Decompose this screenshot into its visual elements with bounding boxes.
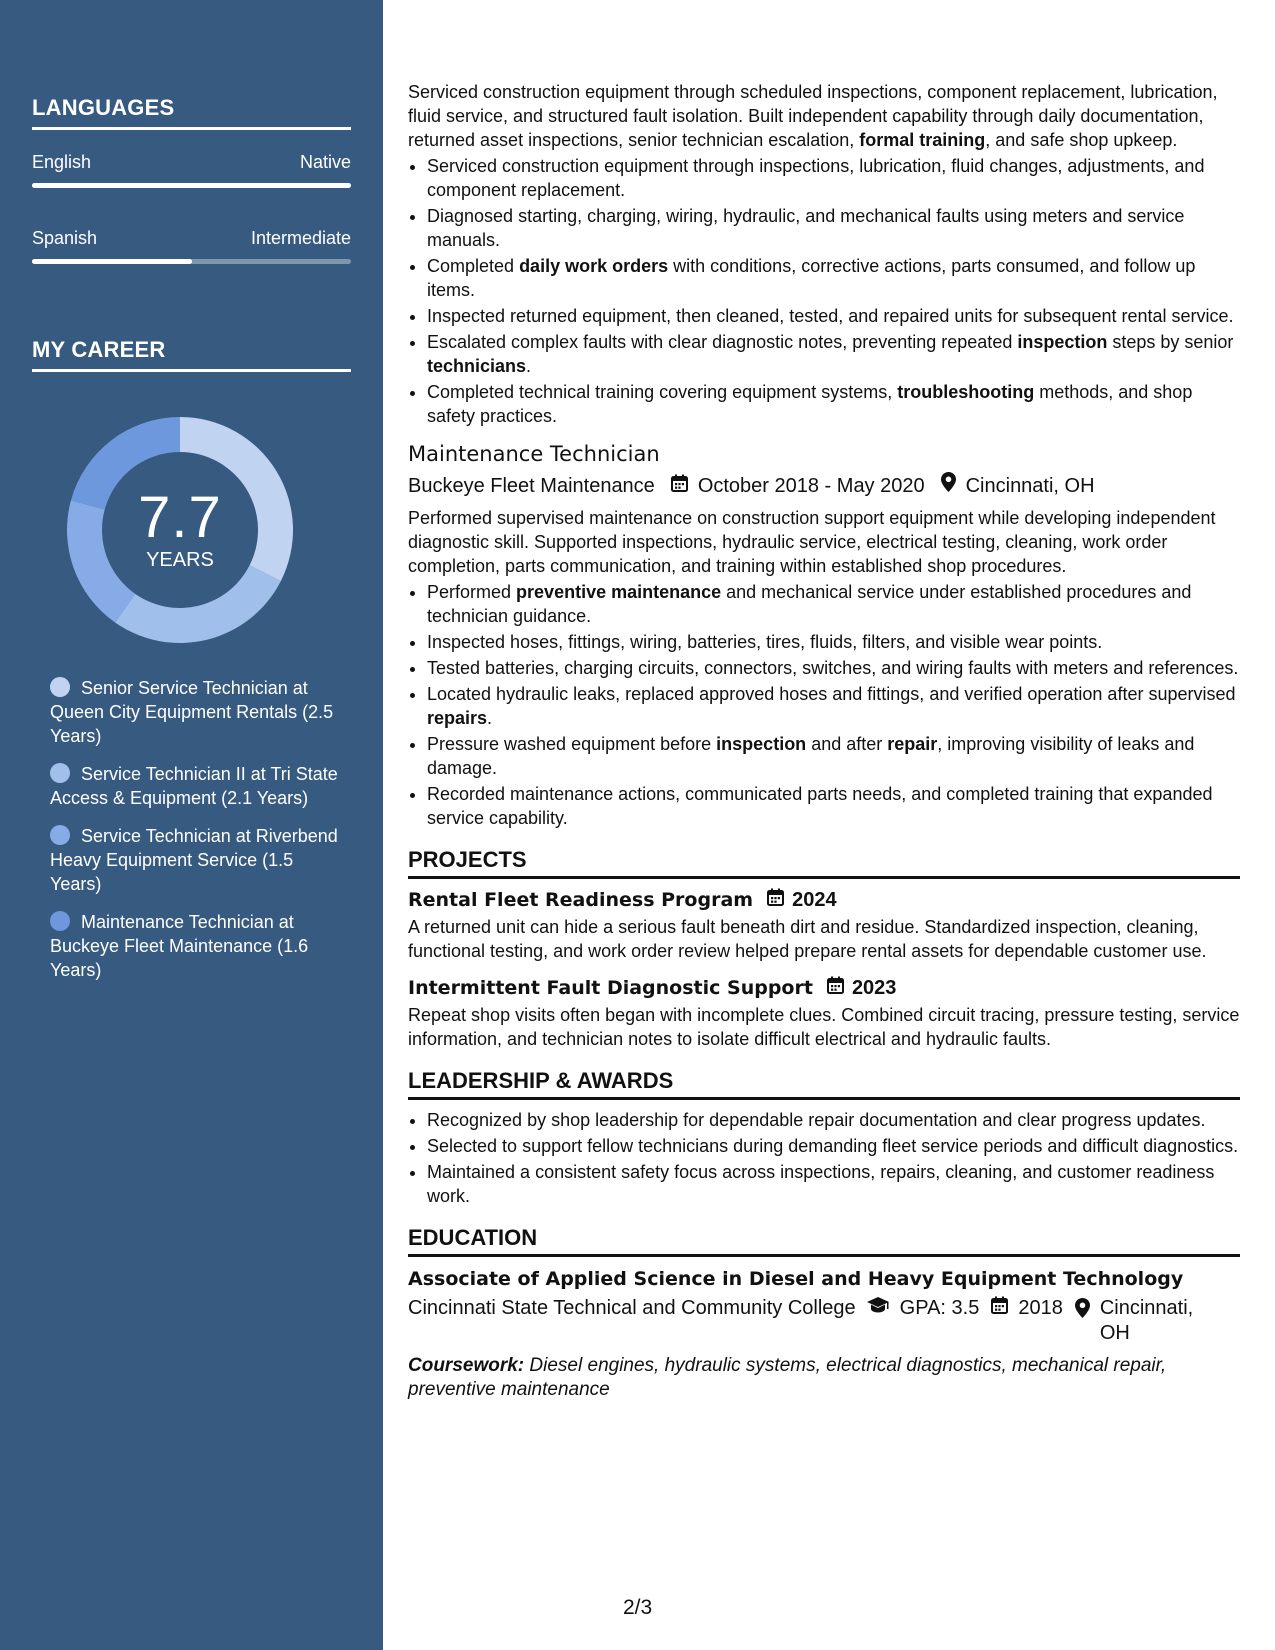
project-year: 2024: [792, 889, 837, 911]
bullet-item: [427, 656, 1240, 680]
text-segment: and mechanical service under established procedures and technician guidance.: [427, 582, 1192, 626]
career-item-label: Service Technician at Riverbend Heavy Equipment Service (1.5 Years): [50, 826, 338, 894]
job2-title: Maintenance Technician: [408, 442, 660, 466]
project-name: Rental Fleet Readiness Program: [408, 889, 754, 911]
text-segment: Tested batteries, charging circuits, connectors, switches, and wiring faults with meters and references.: [427, 658, 1239, 678]
language-bar-fill: [32, 259, 192, 264]
bullet-item: [427, 204, 1240, 252]
career-item: [50, 824, 340, 896]
text-segment: , and safe shop upkeep.: [985, 130, 1178, 150]
projects-title: PROJECTS: [408, 848, 1240, 879]
bullet-item: [427, 330, 1240, 378]
job2-summary: [408, 506, 1240, 578]
bold-keyword: inspection: [716, 734, 807, 754]
leadership-bullets: [408, 1108, 1240, 1208]
bold-keyword: preventive maintenance: [516, 582, 722, 602]
legend-dot-icon: [50, 825, 70, 845]
job2-location: Cincinnati, OH: [965, 475, 1095, 497]
text-segment: and after: [806, 734, 888, 754]
language-bar-fill: [32, 183, 351, 188]
languages-title: LANGUAGES: [32, 95, 351, 130]
job2-meta: [408, 472, 1240, 500]
text-segment: Inspected returned equipment, then cleaned, tested, and repaired units for subsequent rental service.: [427, 306, 1234, 326]
sidebar: [0, 0, 383, 1650]
text-segment: .: [487, 708, 493, 728]
bullet-item: [427, 630, 1240, 654]
text-segment: Recorded maintenance actions, communicated parts needs, and completed training that expanded service capability.: [427, 784, 1213, 828]
bold-keyword: troubleshooting: [897, 382, 1035, 402]
bullet-item: [427, 782, 1240, 830]
language-name: Spanish: [32, 228, 98, 248]
project-description: A returned unit can hide a serious fault beneath dirt and residue. Standardized inspection, cleaning, functional testing, and work order review helped prepare rental assets for dependable customer use.: [408, 917, 1207, 961]
calendar-icon: [671, 472, 688, 500]
bold-keyword: repairs: [427, 708, 488, 728]
career-item: [50, 762, 340, 810]
bold-keyword: repair: [887, 734, 938, 754]
career-total-years: 7.7: [138, 484, 222, 550]
location-pin-icon: [941, 472, 956, 500]
language-bar: [32, 183, 351, 188]
education-gpa: GPA: 3.5: [899, 1297, 980, 1319]
graduation-cap-icon: [866, 1296, 890, 1346]
education-year: 2018: [1018, 1297, 1063, 1319]
languages-section: [32, 95, 351, 264]
bold-keyword: inspection: [1017, 332, 1108, 352]
language-bar: [32, 259, 351, 264]
career-years-unit: YEARS: [146, 548, 214, 571]
education-location: Cincinnati, OH: [1099, 1297, 1194, 1344]
bullet-item: [427, 154, 1240, 202]
text-segment: Pressure washed equipment before: [427, 734, 717, 754]
job1-bullets: [408, 154, 1240, 428]
project-header: [408, 887, 1240, 913]
text-segment: Inspected hoses, fittings, wiring, batteries, tires, fluids, filters, and visible wear points.: [427, 632, 1103, 652]
education-meta: [408, 1296, 1240, 1346]
text-segment: Completed technical training covering equipment systems,: [427, 382, 898, 402]
text-segment: Completed: [427, 256, 520, 276]
main-content: [408, 80, 1240, 1402]
language-name: English: [32, 152, 92, 172]
text-segment: Performed supervised maintenance on construction support equipment while developing independent diagnostic skill. Supported inspections, hydraulic service, electrical testing, cleaning, work order completion, parts communication, and training within established shop procedures.: [408, 508, 1216, 576]
project-header: [408, 975, 1240, 1001]
legend-dot-icon: [50, 911, 70, 931]
bullet-item: [427, 682, 1240, 730]
career-title: MY CAREER: [32, 337, 351, 372]
text-segment: Escalated complex faults with clear diagnostic notes, preventing repeated: [427, 332, 1018, 352]
text-segment: Serviced construction equipment through inspections, lubrication, fluid changes, adjustments, and component replacement.: [427, 156, 1205, 200]
calendar-icon: [827, 975, 844, 1001]
text-segment: .: [526, 356, 532, 376]
bold-keyword: technicians: [427, 356, 527, 376]
education-coursework: [408, 1354, 1240, 1402]
language-level: Intermediate: [250, 228, 351, 248]
text-segment: steps by senior: [1107, 332, 1234, 352]
text-segment: Serviced construction equipment through scheduled inspections, component replacement, lubrication, fluid service, and structured fault isolation. Built independent capability through daily documentation, returned asset inspections, senior technician escalation,: [408, 82, 1218, 150]
career-section: [32, 337, 351, 372]
text-segment: Performed: [427, 582, 517, 602]
education-school: Cincinnati State Technical and Community College: [408, 1297, 856, 1319]
job1-summary: [408, 80, 1240, 152]
career-item-label: Service Technician II at Tri State Access & Equipment (2.1 Years): [50, 764, 338, 808]
language-english: [32, 152, 351, 173]
job2-bullets: [408, 580, 1240, 830]
text-segment: Located hydraulic leaks, replaced approved hoses and fittings, and verified operation after supervised: [427, 684, 1236, 704]
education-location-wrap: [1075, 1296, 1220, 1346]
text-segment: , improving visibility of leaks and damage.: [427, 734, 1195, 778]
bullet-item: [427, 304, 1240, 328]
bold-keyword: daily work orders: [519, 256, 669, 276]
location-pin-icon: [1075, 1298, 1090, 1325]
coursework-label: Coursework:: [408, 1355, 525, 1376]
education-title: EDUCATION: [408, 1226, 1240, 1257]
project-description: Repeat shop visits often began with incomplete clues. Combined circuit tracing, pressure testing, service information, and technician notes to isolate difficult electrical and hydraulic faults.: [408, 1005, 1240, 1049]
page-number: 2/3: [623, 1596, 653, 1619]
bullet-item: [427, 732, 1240, 780]
project-year: 2023: [851, 977, 897, 999]
leadership-item: • Maintained a consistent safety focus across inspections, repairs, cleaning, and customer readiness work.: [427, 1160, 1240, 1208]
leadership-item: • Recognized by shop leadership for dependable repair documentation and clear progress updates.: [427, 1108, 1240, 1132]
career-donut-chart: [65, 415, 295, 645]
calendar-icon: [767, 887, 784, 913]
text-segment: Diagnosed starting, charging, wiring, hydraulic, and mechanical faults using meters and service manuals.: [427, 206, 1185, 250]
bullet-item: [427, 254, 1240, 302]
bullet-item: [427, 380, 1240, 428]
bold-keyword: formal training: [859, 130, 986, 150]
coursework-text: Diesel engines, hydraulic systems, electrical diagnostics, mechanical repair, preventive maintenance: [408, 1355, 1167, 1400]
language-spanish: [32, 228, 351, 249]
legend-dot-icon: [50, 677, 70, 697]
donut-center: [65, 415, 295, 645]
job2-company: Buckeye Fleet Maintenance: [408, 475, 655, 497]
career-item: [50, 676, 340, 748]
leadership-title: LEADERSHIP & AWARDS: [408, 1069, 1240, 1100]
leadership-item: • Selected to support fellow technicians during demanding fleet service periods and difficult diagnostics.: [427, 1134, 1240, 1158]
career-legend: [50, 676, 340, 996]
text-segment: methods, and shop safety practices.: [427, 382, 1193, 426]
career-item-label: Senior Service Technician at Queen City Equipment Rentals (2.5 Years): [50, 678, 334, 746]
education-degree: Associate of Applied Science in Diesel and Heavy Equipment Technology: [408, 1268, 1184, 1290]
job2-dates: October 2018 - May 2020: [697, 475, 925, 497]
legend-dot-icon: [50, 763, 70, 783]
bullet-item: [427, 580, 1240, 628]
text-segment: with conditions, corrective actions, parts consumed, and follow up items.: [427, 256, 1196, 300]
career-item: [50, 910, 340, 982]
project-name: Intermittent Fault Diagnostic Support: [408, 977, 813, 999]
language-level: Native: [299, 152, 351, 172]
career-item-label: Maintenance Technician at Buckeye Fleet Maintenance (1.6 Years): [50, 912, 309, 980]
calendar-icon: [991, 1296, 1008, 1346]
